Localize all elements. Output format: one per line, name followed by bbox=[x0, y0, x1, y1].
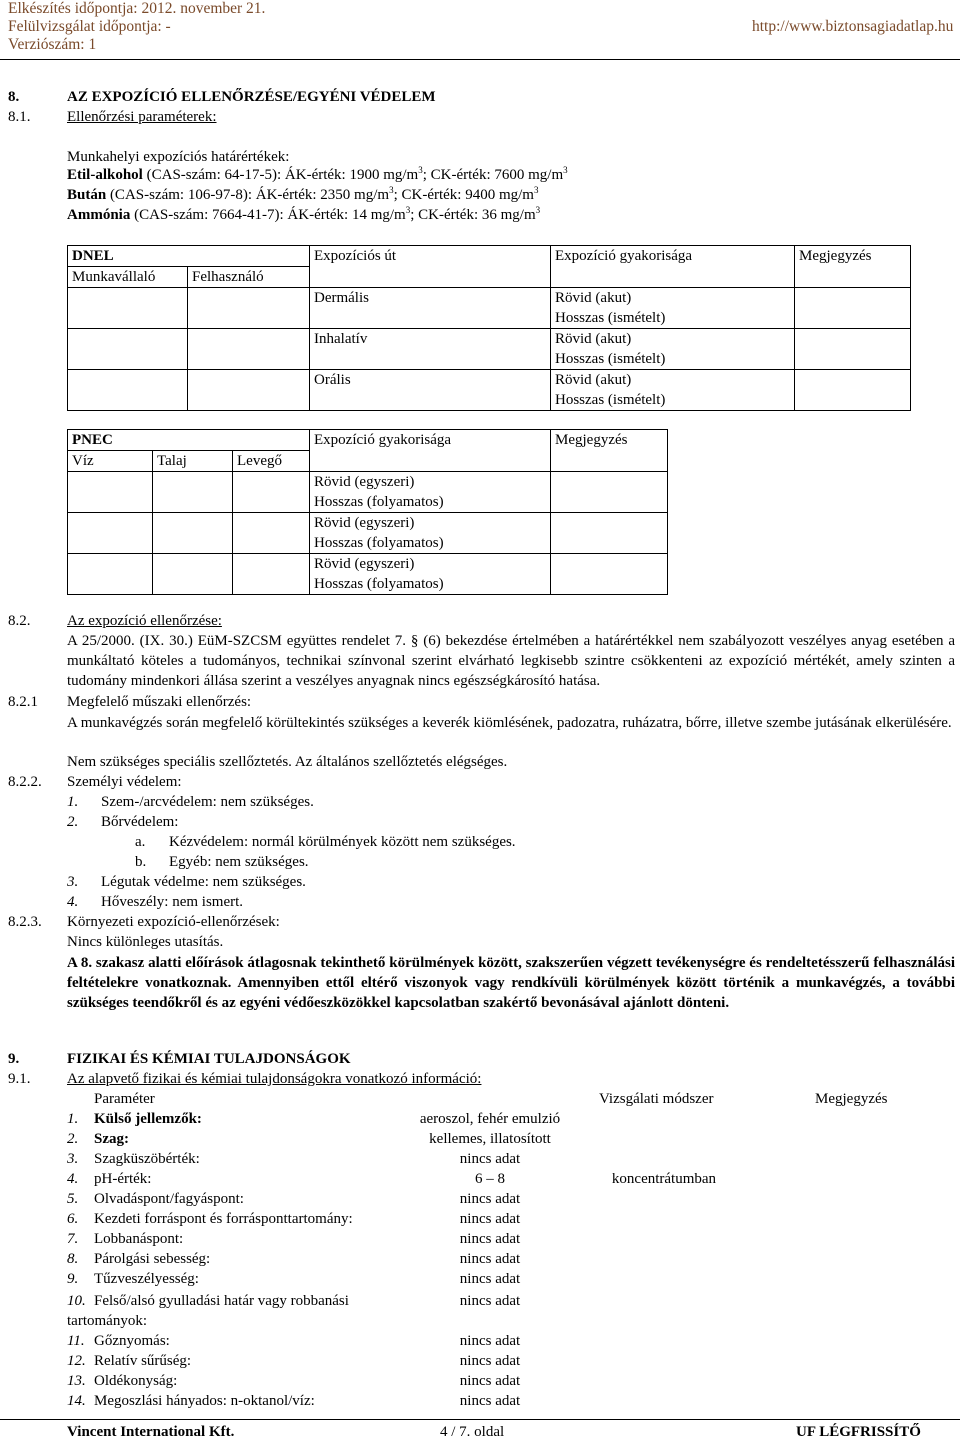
footer-company: Vincent International Kft. bbox=[67, 1424, 235, 1440]
dnel-route-header: Expozíciós út bbox=[310, 246, 551, 288]
column-header-note: Megjegyzés bbox=[815, 1091, 888, 1107]
list-item: Egyéb: nem szükséges. bbox=[169, 854, 309, 870]
property-label: Kezdeti forráspont és forrásponttartomány: bbox=[94, 1211, 353, 1227]
dnel-route: Inhalatív bbox=[310, 329, 551, 370]
list-item: Kézvédelem: normál körülmények között nem szükséges. bbox=[169, 834, 516, 850]
table-row bbox=[68, 288, 911, 329]
table-row bbox=[68, 472, 668, 513]
dnel-freq-header: Expozíció gyakorisága bbox=[551, 246, 795, 288]
dnel-worker-header: Munkavállaló bbox=[68, 267, 188, 288]
property-value: nincs adat bbox=[459, 1191, 521, 1207]
pnec-frequency: Rövid (egyszeri) Hosszas (folyamatos) bbox=[310, 513, 551, 554]
section-91-title: Az alapvető fizikai és kémiai tulajdonságokra vonatkozó információ: bbox=[67, 1071, 482, 1087]
property-value: nincs adat bbox=[459, 1231, 521, 1247]
version: Verziószám: 1 bbox=[8, 36, 97, 53]
property-number: 10. bbox=[67, 1293, 86, 1309]
created-date: Elkészítés időpontja: 2012. november 21. bbox=[8, 0, 266, 17]
table-row bbox=[68, 513, 668, 554]
list-item: Hőveszély: nem ismert. bbox=[101, 894, 244, 910]
table-row bbox=[68, 370, 911, 411]
table-row bbox=[68, 329, 911, 370]
property-value: nincs adat bbox=[459, 1251, 521, 1267]
pnec-freq-header: Expozíció gyakorisága bbox=[310, 430, 551, 472]
property-number: 12. bbox=[67, 1353, 86, 1369]
list-item-number: a. bbox=[135, 834, 146, 850]
list-item: Bőrvédelem: bbox=[101, 814, 179, 830]
property-method: koncentrátumban bbox=[611, 1171, 717, 1187]
property-label: Felső/alsó gyulladási határ vagy robbanási bbox=[94, 1293, 349, 1309]
section-82-number: 8.2. bbox=[8, 613, 31, 629]
property-number: 2. bbox=[67, 1131, 79, 1147]
section-91-number: 9.1. bbox=[8, 1071, 31, 1087]
dnel-frequency: Rövid (akut) Hosszas (ismételt) bbox=[551, 329, 795, 370]
property-number: 3. bbox=[67, 1151, 79, 1167]
list-item-number: 1. bbox=[67, 794, 79, 810]
dnel-frequency: Rövid (akut) Hosszas (ismételt) bbox=[551, 370, 795, 411]
pnec-soil-header: Talaj bbox=[153, 451, 233, 472]
property-number: 13. bbox=[67, 1373, 86, 1389]
section-81-number: 8.1. bbox=[8, 109, 31, 125]
property-label: Tűzveszélyesség: bbox=[94, 1271, 199, 1287]
section-822-title: Személyi védelem: bbox=[67, 774, 182, 790]
row10-continuation: tartományok: bbox=[67, 1313, 147, 1329]
dnel-note-header: Megjegyzés bbox=[795, 246, 911, 288]
pnec-title: PNEC bbox=[68, 430, 310, 451]
property-value: nincs adat bbox=[459, 1373, 521, 1389]
section-821-text: A munkavégzés során megfelelő körültekintés szükséges a keverék kiömlésének, padozatra, ruházatra, bőrre, illetve szembe jutásának elkerülésére. bbox=[67, 715, 952, 731]
property-value: nincs adat bbox=[459, 1271, 521, 1287]
property-label: Oldékonyság: bbox=[94, 1373, 178, 1389]
property-number: 1. bbox=[67, 1111, 79, 1127]
section-823-text: Nincs különleges utasítás. bbox=[67, 934, 224, 950]
list-item: Szem-/arcvédelem: nem szükséges. bbox=[101, 794, 314, 810]
dnel-table bbox=[67, 245, 911, 411]
property-value: 6 – 8 bbox=[475, 1171, 505, 1187]
property-label: Külső jellemzők: bbox=[94, 1111, 202, 1127]
property-number: 9. bbox=[67, 1271, 79, 1287]
property-label: Gőznyomás: bbox=[94, 1333, 170, 1349]
list-item-number: b. bbox=[135, 854, 147, 870]
property-value: nincs adat bbox=[459, 1211, 521, 1227]
property-number: 7. bbox=[67, 1231, 79, 1247]
property-value: nincs adat bbox=[459, 1151, 521, 1167]
property-label: Párolgási sebesség: bbox=[94, 1251, 211, 1267]
pnec-table bbox=[67, 429, 668, 595]
property-number: 8. bbox=[67, 1251, 79, 1267]
property-label: Szag: bbox=[94, 1131, 129, 1147]
dnel-title: DNEL bbox=[68, 246, 310, 267]
section-822-number: 8.2.2. bbox=[8, 774, 42, 790]
property-label: Relatív sűrűség: bbox=[94, 1353, 192, 1369]
section-823-number: 8.2.3. bbox=[8, 914, 42, 930]
footer-page-number: 4 / 7. oldal bbox=[440, 1424, 505, 1440]
section-8-title: AZ EXPOZÍCIÓ ELLENŐRZÉSE/EGYÉNI VÉDELEM bbox=[67, 89, 436, 105]
table-row bbox=[68, 554, 668, 595]
column-header-method: Vizsgálati módszer bbox=[599, 1091, 714, 1107]
list-item-number: 4. bbox=[67, 894, 79, 910]
footer-product: UF LÉGFRISSÍTŐ bbox=[796, 1424, 921, 1440]
section-823-title: Környezeti expozíció-ellenőrzések: bbox=[67, 914, 280, 930]
column-header-parameter: Paraméter bbox=[94, 1091, 155, 1107]
property-number: 6. bbox=[67, 1211, 79, 1227]
property-label: Szagküszöbérték: bbox=[94, 1151, 200, 1167]
section-821-title: Megfelelő műszaki ellenőrzés: bbox=[67, 694, 252, 710]
review-date: Felülvizsgálat időpontja: - bbox=[8, 18, 171, 35]
footer-divider bbox=[0, 1419, 960, 1420]
property-label: Olvadáspont/fagyáspont: bbox=[94, 1191, 244, 1207]
list-item: Légutak védelme: nem szükséges. bbox=[101, 874, 306, 890]
limits-heading: Munkahelyi expozíciós határértékek: bbox=[67, 149, 290, 165]
property-value: nincs adat bbox=[459, 1393, 521, 1409]
section-81-title: Ellenőrzési paraméterek: bbox=[67, 109, 217, 125]
property-value: kellemes, illatosított bbox=[429, 1131, 551, 1147]
property-number: 11. bbox=[67, 1333, 85, 1349]
header-divider bbox=[0, 59, 960, 60]
list-item-number: 3. bbox=[67, 874, 79, 890]
pnec-frequency: Rövid (egyszeri) Hosszas (folyamatos) bbox=[310, 554, 551, 595]
pnec-frequency: Rövid (egyszeri) Hosszas (folyamatos) bbox=[310, 472, 551, 513]
dnel-user-header: Felhasználó bbox=[188, 267, 310, 288]
limit-row-butane: Bután (CAS-szám: 106-97-8): ÁK-érték: 2350 $mg/m^3$; CK-érték: 9400 $mg/m^3$ bbox=[67, 185, 539, 203]
property-value: nincs adat bbox=[459, 1293, 521, 1309]
dnel-route: Dermális bbox=[310, 288, 551, 329]
section-821-number: 8.2.1 bbox=[8, 694, 38, 710]
section-82-title: Az expozíció ellenőrzése: bbox=[67, 613, 222, 629]
pnec-note-header: Megjegyzés bbox=[551, 430, 668, 472]
dnel-frequency: Rövid (akut) Hosszas (ismételt) bbox=[551, 288, 795, 329]
list-item-number: 2. bbox=[67, 814, 79, 830]
property-label: pH-érték: bbox=[94, 1171, 152, 1187]
dnel-route: Orális bbox=[310, 370, 551, 411]
section-82-text: A 25/2000. (IX. 30.) EüM-SZCSM együttes rendelet 7. § (6) bekezdése értelmében a határértékkel nem szabályozott veszélyes anyag esetében a munkáltató köteles a tudományos, technikai színvonal szerint elvárható legkisebb szintre csökkenteni az expozíció mértékét, amely szinten a tudomány mindenkori állása szerint a veszélyes anyagnak nincs egészségkárosító hatása. bbox=[67, 633, 955, 689]
section-823-bold-note: A 8. szakasz alatti előírások átlagosnak tekinthető körülmények között, szakszerűen végzett tevékenységre és rendeltetésszerű felhasználási feltételekre vonatkoznak. Amennyiben ettől eltérő viszonyok vagy rendkívüli körülmények között történik a munkavégzés, a további szükséges teendőkről és az egyéni védőeszközökkel kapcsolatban szakértő bevonásával ajánlott dönteni. bbox=[67, 955, 955, 1011]
section-8-number: 8. bbox=[8, 89, 20, 105]
property-label: Megoszlási hányados: n-oktanol/víz: bbox=[94, 1393, 315, 1409]
section-821-text2: Nem szükséges speciális szellőztetés. Az általános szellőztetés elégséges. bbox=[67, 754, 508, 770]
property-number: 4. bbox=[67, 1171, 79, 1187]
pnec-water-header: Víz bbox=[68, 451, 153, 472]
property-value: nincs adat bbox=[459, 1353, 521, 1369]
pnec-air-header: Levegő bbox=[233, 451, 310, 472]
limit-row-ammonia: Ammónia (CAS-szám: 7664-41-7): ÁK-érték: 14 $mg/m^3$; CK-érték: 36 $mg/m^3$ bbox=[67, 205, 541, 223]
property-label: Lobbanáspont: bbox=[94, 1231, 184, 1247]
header-url[interactable]: http://www.biztonsagiadatlap.hu bbox=[752, 18, 954, 35]
property-value: aeroszol, fehér emulzió bbox=[419, 1111, 561, 1127]
section-9-title: FIZIKAI ÉS KÉMIAI TULAJDONSÁGOK bbox=[67, 1051, 351, 1067]
section-9-number: 9. bbox=[8, 1051, 20, 1067]
property-number: 5. bbox=[67, 1191, 79, 1207]
property-value: nincs adat bbox=[459, 1333, 521, 1349]
limit-row-ethanol: Etil-alkohol (CAS-szám: 64-17-5): ÁK-érték: 1900 $mg/m^3$; CK-érték: 7600 $mg/m^3$ bbox=[67, 165, 568, 183]
property-number: 14. bbox=[67, 1393, 86, 1409]
